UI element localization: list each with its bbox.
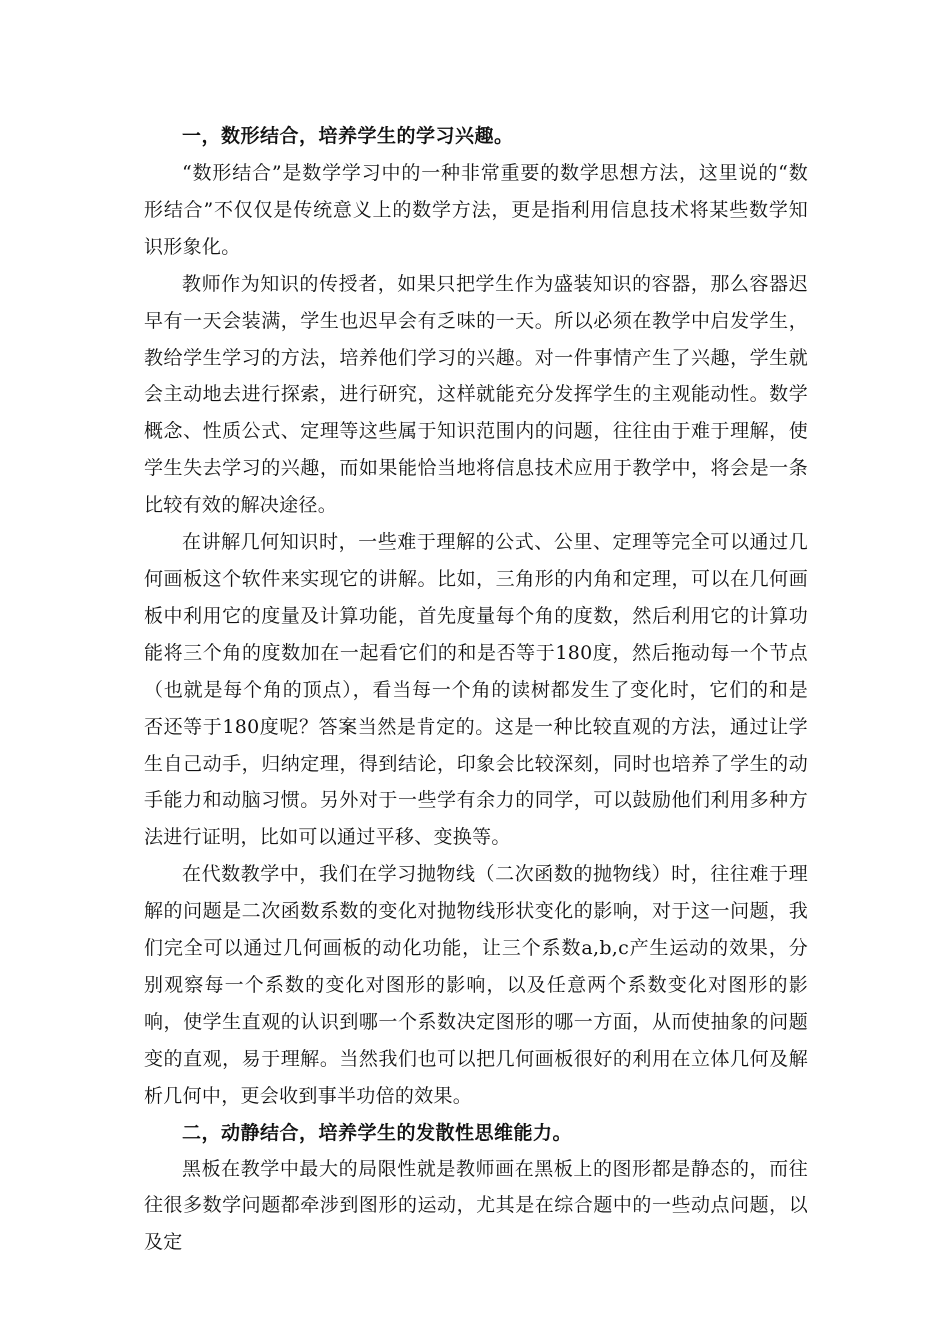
section-2-paragraph-1: 黑板在教学中最大的局限性就是教师画在黑板上的图形都是静态的，而往往很多数学问题都牵涉到图形的运动，尤其是在综合题中的一些动点问题，以及定 bbox=[144, 1157, 808, 1254]
section-1-heading: 一，数形结合，培养学生的学习兴趣。 bbox=[182, 125, 514, 147]
section-1-paragraph-3: 在讲解几何知识时，一些难于理解的公式、公里、定理等完全可以通过几何画板这个软件来实现它的讲解。比如，三角形的内角和定理，可以在几何画板中利用它的度量及计算功能，首先度量每个角的度数，然后利用它的计算功能将三个角的度数加在一起看它们的和是否等于180度，然后拖动每一个节点（也就是每个角的顶点），看当每一个角的读树都发生了变化时，它们的和是否还等于180度呢？答案当然是肯定的。这是一种比较直观的方法，通过让学生自己动手，归纳定理，得到结论，印象会比较深刻，同时也培养了学生的动手能力和动脑习惯。另外对于一些学有余力的同学，可以鼓励他们利用多种方法进行证明，比如可以通过平移、变换等。 bbox=[144, 531, 808, 849]
section-1-paragraph-4: 在代数教学中，我们在学习抛物线（二次函数的抛物线）时，往往难于理解的问题是二次函数系数的变化对抛物线形状变化的影响，对于这一问题，我们完全可以通过几何画板的动化功能，让三个系数a,b,c产生运动的效果，分别观察每一个系数的变化对图形的影响，以及任意两个系数变化对图形的影响，使学生直观的认识到哪一个系数决定图形的哪一方面，从而使抽象的问题变的直观，易于理解。当然我们也可以把几何画板很好的利用在立体几何及解析几何中，更会收到事半功倍的效果。 bbox=[144, 863, 808, 1107]
section-2-heading: 二，动静结合，培养学生的发散性思维能力。 bbox=[182, 1121, 573, 1144]
document-page bbox=[144, 118, 808, 1261]
section-1-paragraph-1: “数形结合”是数学学习中的一种非常重要的数学思想方法，这里说的“数形结合”不仅仅是传统意义上的数学方法，更是指利用信息技术将某些数学知识形象化。 bbox=[144, 162, 808, 258]
section-1-paragraph-2: 教师作为知识的传授者，如果只把学生作为盛装知识的容器，那么容器迟早有一天会装满，学生也迟早会有乏味的一天。所以必须在教学中启发学生，教给学生学习的方法，培养他们学习的兴趣。对一件事情产生了兴趣，学生就会主动地去进行探索，进行研究，这样就能充分发挥学生的主观能动性。数学概念、性质公式、定理等这些属于知识范围内的问题，往往由于难于理解，使学生失去学习的兴趣，而如果能恰当地将信息技术应用于教学中，将会是一条比较有效的解决途径。 bbox=[144, 272, 808, 517]
